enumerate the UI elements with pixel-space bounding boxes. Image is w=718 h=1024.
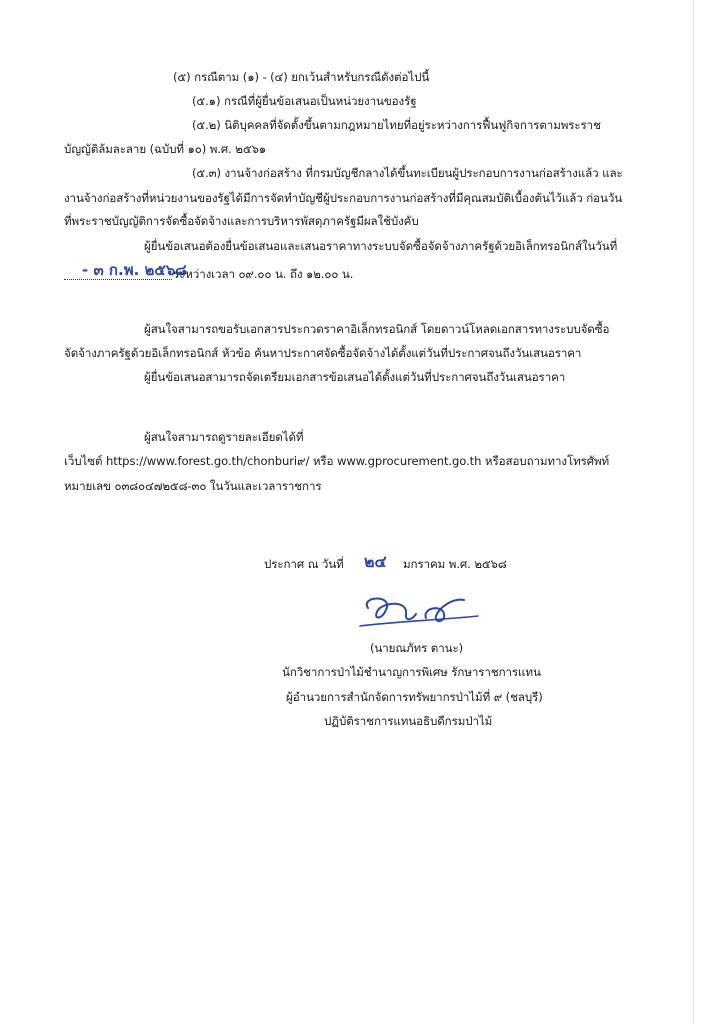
signer-title-3: ปฏิบัติราชการแทนอธิบดีกรมป่าไม้	[324, 714, 493, 728]
docs-paragraph: ผู้สนใจสามารถขอรับเอกสารประกวดราคาอิเล็กทรอนิกส์ โดยดาวน์โหลดเอกสารทางระบบจัดซื้อ	[144, 322, 610, 336]
signer-name: (นายณภัทร ตานะ)	[370, 641, 464, 655]
docs-paragraph-cont: จัดจ้างภาครัฐด้วยอิเล็กทรอนิกส์ หัวข้อ ค้นหาประกาศจัดซื้อจัดจ้างได้ตั้งแต่วันที่ประกาศจนถึงวันเสนอราคา	[64, 346, 582, 360]
signature	[350, 590, 490, 638]
clause-5-1: (๕.๑) กรณีที่ผู้ยื่นข้อเสนอเป็นหน่วยงานของรัฐ	[192, 94, 417, 108]
submission-paragraph: ผู้ยื่นข้อเสนอต้องยื่นข้อเสนอและเสนอราคาทางระบบจัดซื้อจัดจ้างภาครัฐด้วยอิเล็กทรอนิกส์ในวันที่	[144, 239, 618, 253]
submission-time: ระหว่างเวลา ๐๙.๐๐ น. ถึง ๑๒.๐๐ น.	[173, 267, 354, 281]
clause-5: (๕) กรณีตาม (๑) - (๔) ยกเว้นสำหรับกรณีดังต่อไปนี้	[173, 70, 430, 84]
handwritten-date: - ๓ ก.พ. ๒๕๖๘	[82, 261, 187, 279]
announce-day-handwritten: ๒๔	[364, 552, 387, 571]
signer-title-1: นักวิชาการป่าไม้ชำนาญการพิเศษ รักษาราชการแทน	[282, 665, 541, 679]
page-edge-divider	[693, 0, 694, 1024]
details-paragraph: ผู้สนใจสามารถดูรายละเอียดได้ที่	[144, 430, 304, 444]
announce-month-year: มกราคม พ.ศ. ๒๕๖๘	[403, 557, 507, 571]
clause-5-2: (๕.๒) นิติบุคคลที่จัดตั้งขึ้นตามกฎหมายไทยที่อยู่ระหว่างการฟื้นฟูกิจการตามพระราช	[192, 118, 601, 132]
prep-paragraph: ผู้ยื่นข้อเสนอสามารถจัดเตรียมเอกสารข้อเสนอได้ตั้งแต่วันที่ประกาศจนถึงวันเสนอราคา	[144, 370, 566, 384]
phone-line: หมายเลข ๐๓๘๐๔๗๒๕๘-๓๐ ในวันและเวลาราชการ	[64, 479, 322, 493]
clause-5-2-cont: บัญญัติล้มละลาย (ฉบับที่ ๑๐) พ.ศ. ๒๕๖๑	[64, 142, 267, 156]
clause-5-3-cont-2: ที่พระราชบัญญัติการจัดซื้อจัดจ้างและการบริหารพัสดุภาครัฐมีผลใช้บังคับ	[64, 214, 419, 228]
announce-prefix: ประกาศ ณ วันที่	[264, 557, 344, 571]
website-line: เว็บไซต์ https://www.forest.go.th/chonburi๙/ หรือ www.gprocurement.go.th หรือสอบถามทางโทรศัพท์	[64, 454, 610, 468]
clause-5-3: (๕.๓) งานจ้างก่อสร้าง ที่กรมบัญชีกลางได้ขึ้นทะเบียนผู้ประกอบการงานก่อสร้างแล้ว และ	[192, 166, 623, 180]
date-fill-line	[64, 279, 172, 280]
clause-5-3-cont-1: งานจ้างก่อสร้างที่หน่วยงานของรัฐได้มีการจัดทำบัญชีผู้ประกอบการงานก่อสร้างที่มีคุณสมบัติเบื้องต้นไว้แล้ว ก่อนวัน	[64, 191, 623, 205]
signer-title-2: ผู้อำนวยการสำนักจัดการทรัพยากรป่าไม้ที่ ๙ (ชลบุรี)	[286, 690, 543, 704]
